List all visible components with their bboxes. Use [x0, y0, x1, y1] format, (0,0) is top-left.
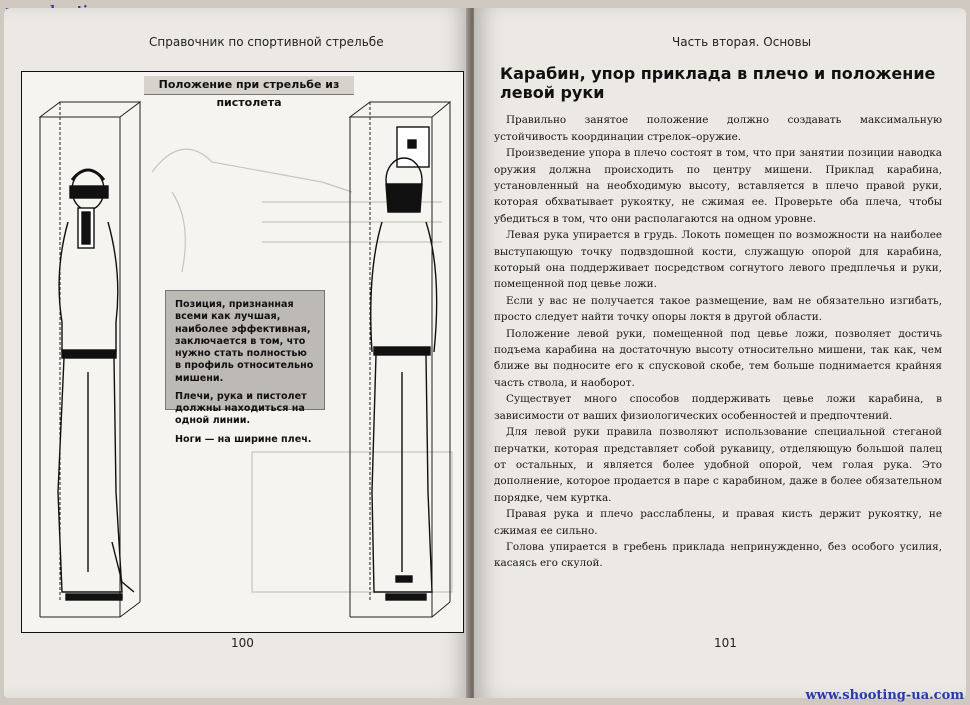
left-page	[4, 8, 470, 698]
right-running-head: Часть вторая. Основы	[672, 35, 812, 49]
paragraph: Положение левой руки, помещенной под цевье ложи, позволяет достичь подъема карабина на достаточную высоту относительно мишени, так как, чем ближе вы подносите его к спусковой скобе, тем больше поднимается крайняя часть ствола, и наоборот.	[494, 327, 942, 389]
paragraph: Голова упирается в гребень приклада непринужденно, без особого усилия, касаясь его скулой.	[494, 540, 942, 570]
figure-frame	[21, 71, 464, 633]
paragraph: Левая рука упирается в грудь. Локоть помещен по возможности на наиболее выступающую точку подвздошной кости, служащую опорой для карабина, который она поддерживает посредством согнутого левого предплечья и руки, помещенной под цевье ложи.	[494, 229, 942, 291]
left-page-number: 100	[231, 636, 254, 650]
right-page	[474, 8, 966, 698]
left-running-head: Справочник по спортивной стрельбе	[149, 35, 384, 49]
note-line: Позиция, признанная всеми как лучшая, наиболее эффективная, заключается в том, что нужно стать полностью в профиль относительно мишени.	[175, 299, 314, 384]
pistol-shooter-back	[371, 127, 437, 600]
paragraph: Существует много способов поддерживать цевье ложи карабина, в зависимости от ваших физиологических особенностей и предпочтений.	[494, 393, 942, 422]
left-glass-box	[40, 102, 140, 617]
right-page-number: 101	[714, 636, 737, 650]
note-line: Плечи, рука и пистолет должны находиться на одной линии.	[175, 390, 307, 427]
chapter-title: Карабин, упор приклада в плечо и положение левой руки	[500, 64, 936, 103]
watermark-bottom: www.shooting-ua.com	[805, 688, 964, 703]
right-page-content	[494, 64, 942, 572]
paragraph: Правая рука и плечо расслаблены, и правая кисть держит рукоятку, не сжимая ее сильно.	[494, 508, 942, 537]
figure-title: Положение при стрельбе из пистолета	[144, 76, 354, 95]
paragraph: Если у вас не получается такое размещение, вам не обязательно изгибать, просто следует найти точку опоры локтя в другой области.	[494, 294, 942, 324]
note-line: Ноги — на ширине плеч.	[175, 433, 312, 445]
right-glass-box	[350, 102, 450, 617]
paragraph: Правильно занятое положение должно создавать максимальную устойчивость координации стрелок–оружие.	[494, 114, 942, 143]
pistol-shooter-front	[58, 170, 134, 600]
paragraph: Для левой руки правила позволяют использование специальной стеганой перчатки, которая представляет собой рукавицу, отделяющую большой палец от остальных, и является более удобной опорой, чем голая рука. Это дополнение, которое продается в паре с карабином, даже в более обязательном порядке, чем куртка.	[494, 426, 942, 504]
paragraph: Произведение упора в плечо состоят в том, что при занятии позиции наводка оружия должна происходить по центру мишени. Приклад карабина, установленный на необходимую высоту, вставляется в плечо правой руки, которая обхватывает рукоятку, не сжимая ее. Проверьте оба плеча, чтобы убедиться в том, что они располагаются на одном уровне.	[494, 147, 942, 225]
position-note-box	[165, 290, 325, 445]
